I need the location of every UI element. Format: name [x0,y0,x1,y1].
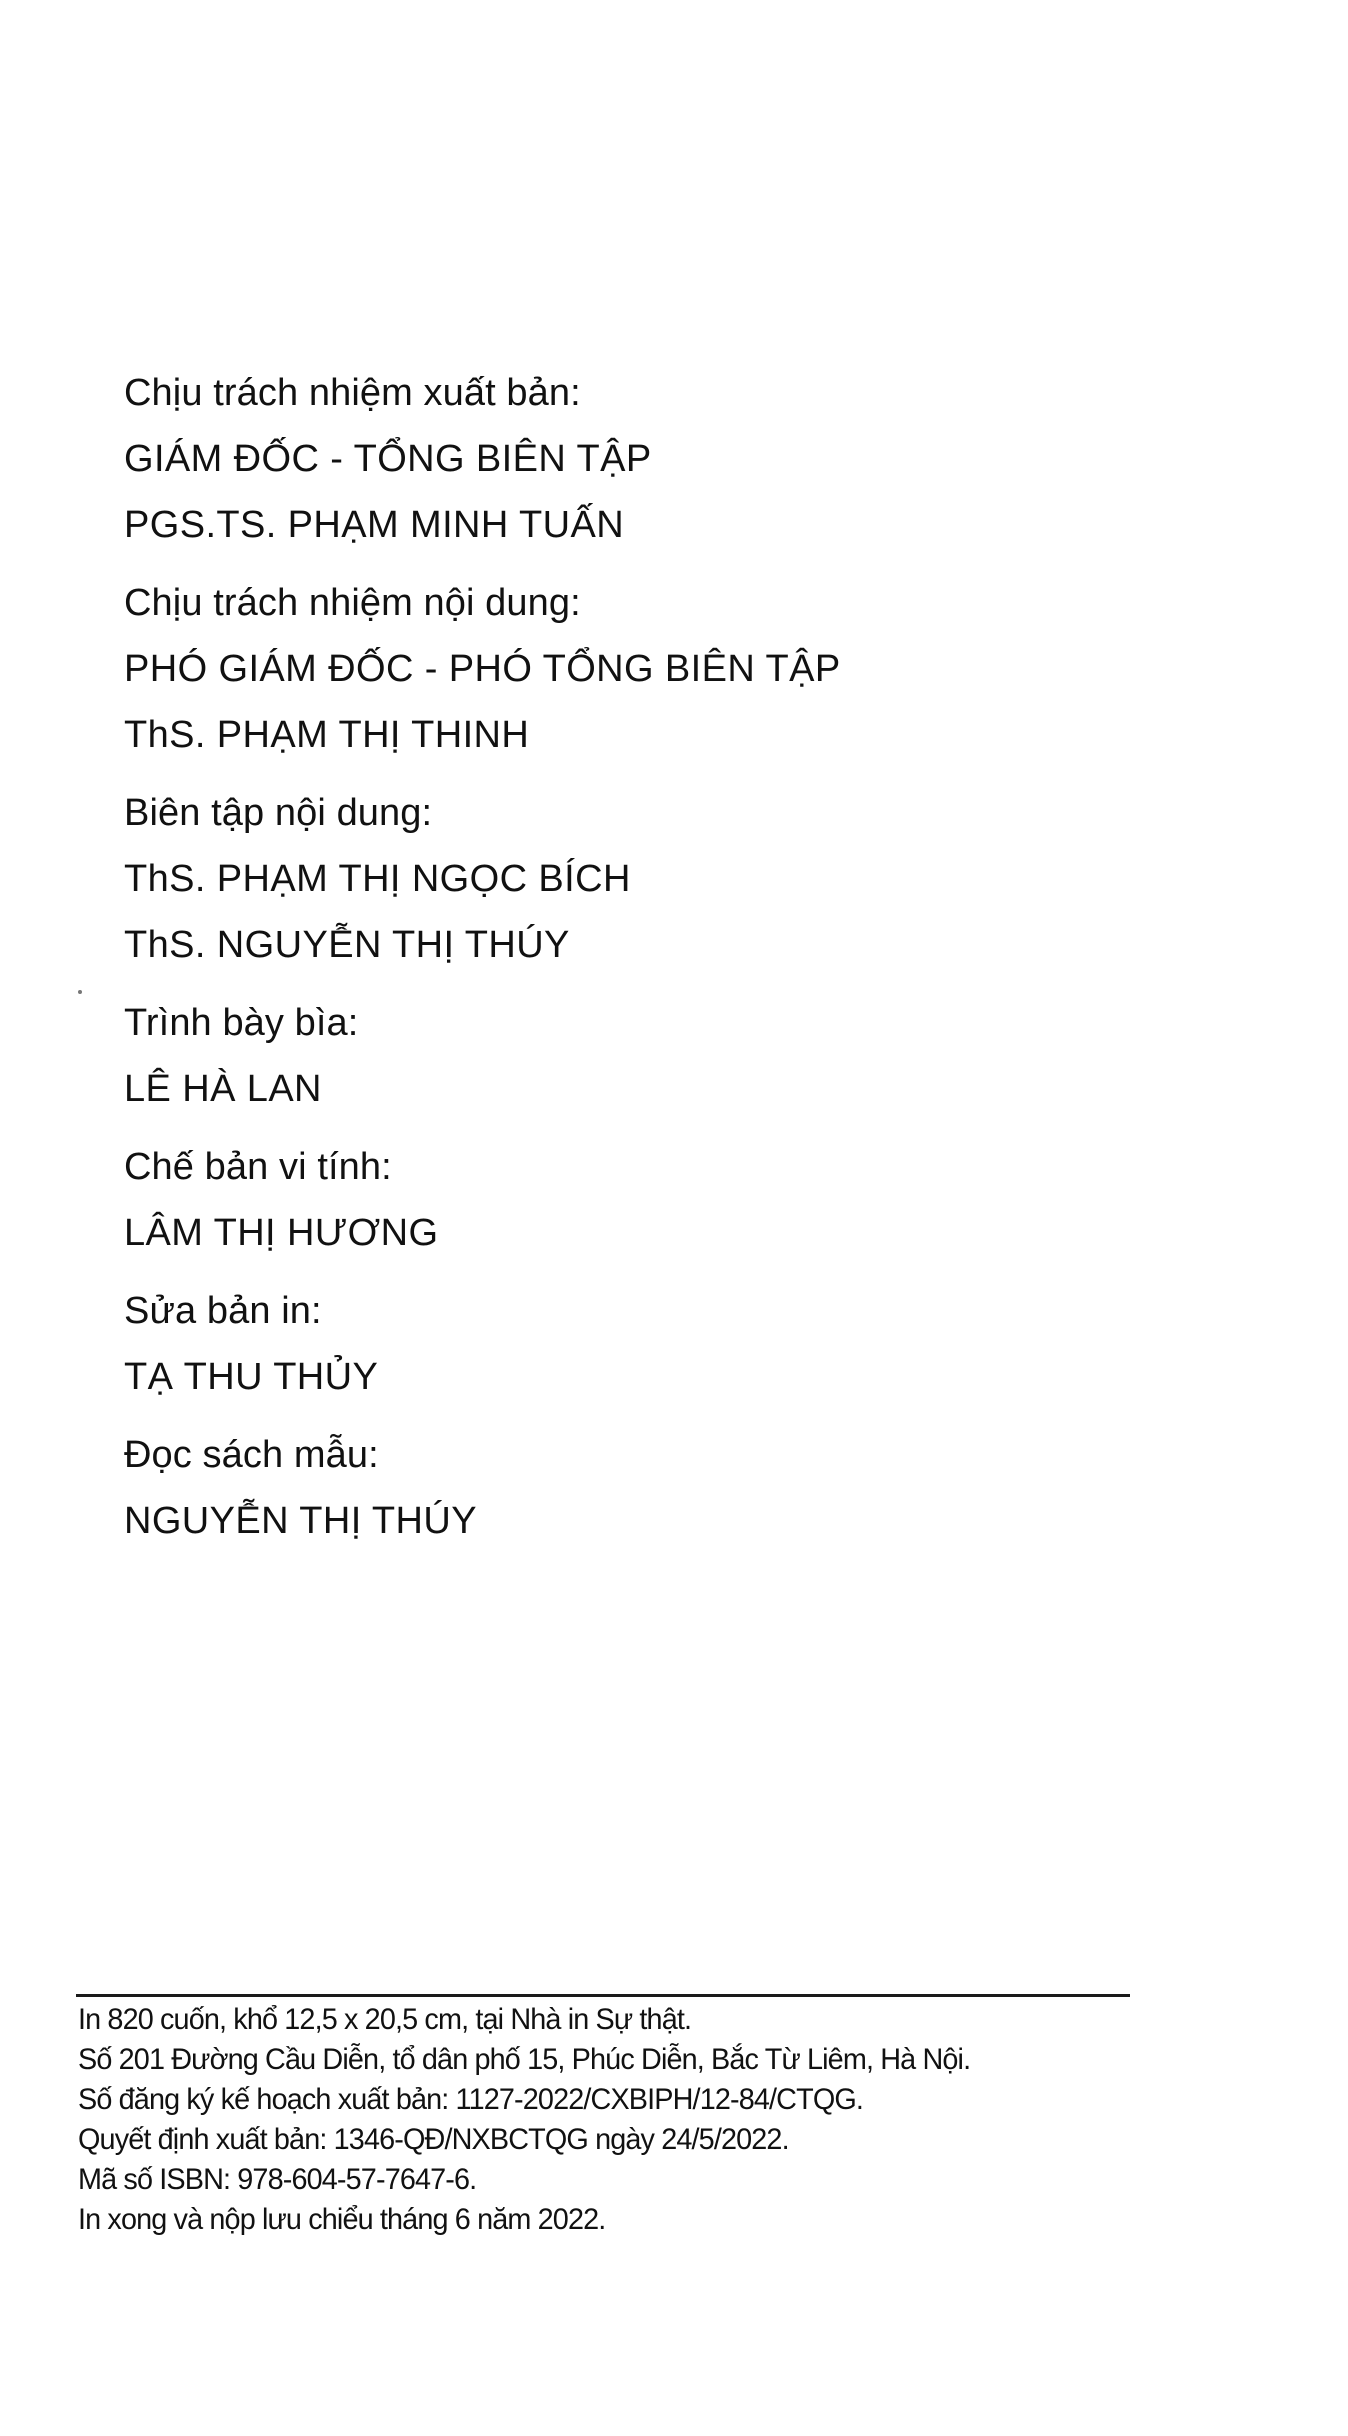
credit-block-proofreading [124,1278,1224,1410]
credit-block-editing [124,780,1224,978]
block-spacer [124,978,1224,990]
credit-title-content: PHÓ GIÁM ĐỐC - PHÓ TỔNG BIÊN TẬP [124,648,841,690]
block-spacer [124,1122,1224,1134]
credit-role-sample-reading: Đọc sách mẫu: [124,1434,379,1476]
credit-title-publishing: GIÁM ĐỐC - TỔNG BIÊN TẬP [124,438,652,480]
credit-block-content [124,570,1224,768]
colophon-printer-address: Số 201 Đường Cầu Diễn, tổ dân phố 15, Phúc Diễn, Bắc Từ Liêm, Hà Nội. [78,2043,971,2076]
credit-name-cover: LÊ HÀ LAN [124,1068,322,1110]
credit-role-proofreading: Sửa bản in: [124,1290,322,1332]
credit-name-editing-1: ThS. PHẠM THỊ NGỌC BÍCH [124,858,631,900]
block-spacer [124,558,1224,570]
credit-block-publishing [124,360,1224,558]
credit-block-cover [124,990,1224,1122]
credit-name-editing-2: ThS. NGUYỄN THỊ THÚY [124,924,570,966]
colophon-publishing-decision: Quyết định xuất bản: 1346-QĐ/NXBCTQG ngày 24/5/2022. [78,2123,789,2156]
credit-role-publishing: Chịu trách nhiệm xuất bản: [124,372,581,414]
credit-name-typesetting: LÂM THỊ HƯƠNG [124,1212,439,1254]
credit-name-publishing: PGS.TS. PHẠM MINH TUẤN [124,504,625,546]
print-speck [78,990,82,994]
block-spacer [124,1266,1224,1278]
credit-role-content: Chịu trách nhiệm nội dung: [124,582,581,624]
credit-role-cover: Trình bày bìa: [124,1002,359,1044]
colophon-print-run: In 820 cuốn, khổ 12,5 x 20,5 cm, tại Nhà in Sự thật. [78,2003,692,2036]
credit-name-proofreading: TẠ THU THỦY [124,1356,379,1398]
colophon-isbn: Mã số ISBN: 978-604-57-7647-6. [78,2163,477,2196]
colophon-section [78,2000,1178,2240]
credit-name-sample-reading: NGUYỄN THỊ THÚY [124,1500,477,1542]
credit-block-sample-reading [124,1422,1224,1554]
credit-block-typesetting [124,1134,1224,1266]
credits-section [124,360,1224,1554]
colophon-deposit: In xong và nộp lưu chiểu tháng 6 năm 2022. [78,2203,606,2236]
credit-name-content: ThS. PHẠM THỊ THINH [124,714,530,756]
block-spacer [124,768,1224,780]
colophon-divider [76,1994,1130,1997]
credit-role-typesetting: Chế bản vi tính: [124,1146,392,1188]
colophon-registration: Số đăng ký kế hoạch xuất bản: 1127-2022/CXBIPH/12-84/CTQG. [78,2083,864,2116]
credit-role-editing: Biên tập nội dung: [124,792,433,834]
block-spacer [124,1410,1224,1422]
